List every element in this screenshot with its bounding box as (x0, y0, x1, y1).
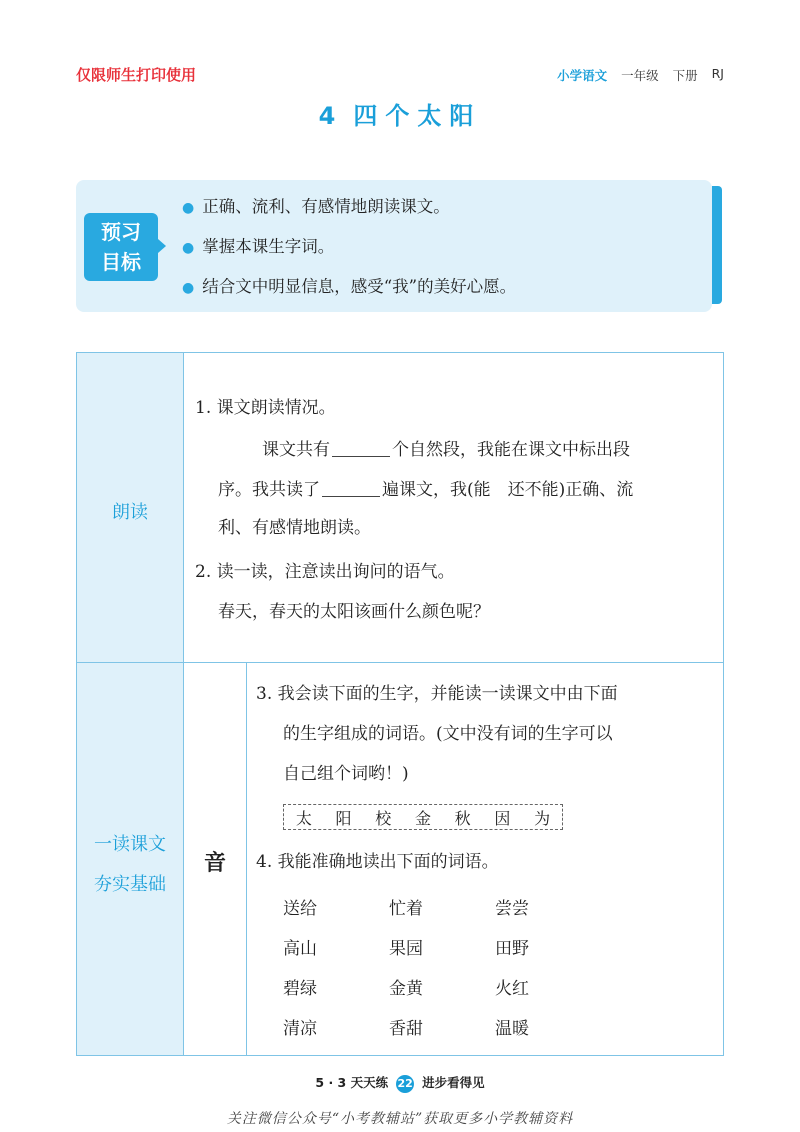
goals-badge-line2: 目标 (101, 250, 141, 274)
goals-badge (84, 213, 158, 281)
subject-label: 小学语文 (557, 68, 608, 83)
goals-accent-bar (712, 186, 722, 304)
fill-blank-times[interactable] (322, 478, 380, 497)
goal-item (182, 193, 450, 217)
page-footer (0, 1073, 800, 1093)
q1-text-c: 序。我共读了 (218, 480, 320, 500)
vocab-word: 金黄 (389, 979, 423, 999)
edition-label: RJ (711, 66, 724, 81)
vocab-word: 送给 (283, 899, 317, 919)
question-1-title: 1. 课文朗读情况。 (195, 398, 336, 418)
vocab-word: 果园 (389, 939, 423, 959)
goals-badge-line1: 预习 (101, 220, 141, 244)
question-3-line: 自己组个词哟！) (283, 764, 409, 784)
character: 为 (534, 808, 551, 828)
question-3-line: 3. 我会读下面的生字，并能读一读课文中由下面 (256, 684, 618, 704)
vocab-word: 碧绿 (283, 979, 317, 999)
character: 因 (494, 808, 511, 828)
bullet-icon: ● (182, 200, 195, 216)
volume-label: 下册 (672, 68, 698, 83)
page-title (0, 96, 800, 131)
table-divider (183, 352, 184, 1056)
vocab-word: 忙着 (389, 899, 423, 919)
vocab-word: 火红 (495, 979, 529, 999)
q1-text-b: 个自然段，我能在课文中标出段 (392, 440, 630, 460)
bullet-icon: ● (182, 240, 195, 256)
section-label-basics-1: 一读课文 (94, 834, 166, 855)
vocab-word: 清凉 (283, 1019, 317, 1039)
badge-arrow-icon (158, 239, 166, 253)
question-1-line: 利、有感情地朗读。 (218, 518, 371, 538)
page-number: 22 (396, 1075, 414, 1093)
fill-blank-paragraphs[interactable] (332, 438, 390, 457)
table-divider (76, 662, 724, 663)
goal-text: 掌握本课生字词。 (202, 237, 335, 256)
table-divider (246, 662, 247, 1056)
character-box (283, 804, 563, 830)
q1-text-a: 课文共有 (262, 440, 330, 460)
print-watermark: 仅限师生打印使用 (76, 66, 197, 84)
goal-text: 正确、流利、有感情地朗读课文。 (202, 197, 450, 216)
vocab-word: 田野 (495, 939, 529, 959)
book-info (557, 66, 724, 84)
character: 金 (414, 808, 431, 828)
grade-label: 一年级 (621, 68, 659, 83)
lesson-title: 四个太阳 (353, 102, 482, 130)
vocab-word: 尝尝 (495, 899, 529, 919)
goal-item (182, 273, 516, 297)
q1-text-d: 遍课文，我(能 还不能)正确、流 (382, 480, 634, 500)
question-1-line (262, 438, 630, 460)
question-2-text: 春天，春天的太阳该画什么颜色呢？ (218, 602, 490, 622)
footer-slogan: 进步看得见 (422, 1075, 485, 1090)
section-label-reading: 朗读 (112, 502, 148, 523)
goal-text: 结合文中明显信息，感受“我”的美好心愿。 (202, 277, 517, 296)
pronunciation-label: 音 (203, 851, 226, 876)
vocab-word: 温暖 (495, 1019, 529, 1039)
question-2-title: 2. 读一读，注意读出询问的语气。 (195, 562, 455, 582)
promo-note: 关注微信公众号“小考教辅站”获取更多小学教辅资料 (226, 1111, 574, 1127)
question-1-line (218, 478, 633, 500)
character: 阳 (335, 808, 352, 828)
character: 校 (375, 808, 392, 828)
vocab-word: 高山 (283, 939, 317, 959)
character: 太 (295, 808, 312, 828)
vocab-word: 香甜 (389, 1019, 423, 1039)
question-3-line: 的生字组成的词语。(文中没有词的生字可以 (283, 724, 613, 744)
section-label-basics-2: 夯实基础 (94, 874, 166, 895)
question-4-title: 4. 我能准确地读出下面的词语。 (256, 852, 499, 872)
character: 秋 (454, 808, 471, 828)
footer-series: 5 · 3 天天练 (315, 1075, 389, 1090)
goal-item (182, 233, 334, 257)
lesson-number: 4 (318, 102, 336, 130)
bullet-icon: ● (182, 280, 195, 296)
